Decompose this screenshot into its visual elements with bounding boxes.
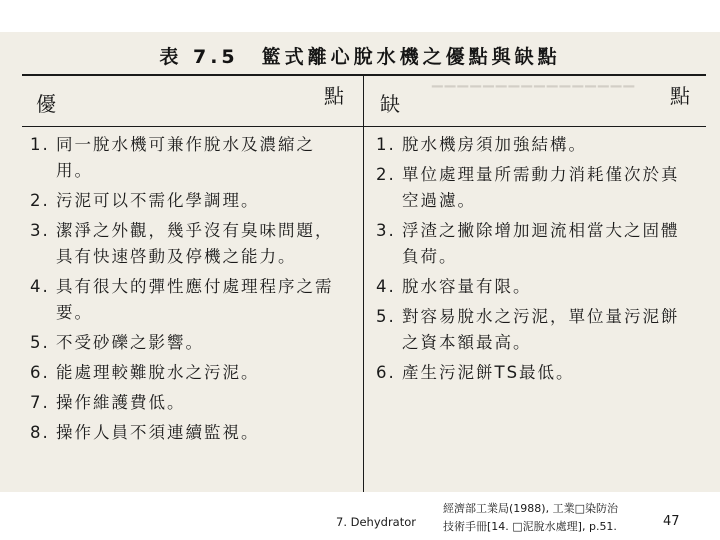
advantages-list bbox=[28, 132, 348, 450]
scanned-page bbox=[0, 32, 720, 492]
disadvantage-item: 1. 脫水機房須加強結構。 bbox=[376, 135, 587, 154]
header-disadvantages-char1: 缺 bbox=[380, 92, 400, 116]
header-advantages-char1: 優 bbox=[36, 92, 56, 116]
table-title: 表 7.5 籃式離心脫水機之優點與缺點 bbox=[159, 46, 561, 68]
advantage-item: 7. 操作維護費低。 bbox=[30, 393, 186, 412]
disadvantage-item: 4. 脫水容量有限。 bbox=[376, 277, 532, 296]
advantage-item: 4. 具有很大的彈性應付處理程序之需要。 bbox=[30, 277, 334, 322]
disadvantage-item: 5. 對容易脫水之污泥，單位量污泥餅之資本額最高。 bbox=[376, 307, 680, 352]
comparison-table bbox=[22, 74, 706, 492]
advantage-item: 3. 潔淨之外觀，幾乎沒有臭味問題，具有快速啓動及停機之能力。 bbox=[30, 221, 334, 266]
disadvantage-item: 6. 產生污泥餅TS最低。 bbox=[376, 363, 575, 382]
header-disadvantages-char2: 點 bbox=[670, 84, 690, 108]
header-divider bbox=[22, 126, 706, 127]
advantage-item: 6. 能處理較難脫水之污泥。 bbox=[30, 363, 260, 382]
source-line-1: 經濟部工業局(1988), 工業□染防治 bbox=[443, 502, 618, 515]
disadvantages-list bbox=[374, 132, 694, 390]
advantage-item: 8. 操作人員不須連續監視。 bbox=[30, 423, 260, 442]
source-line-2: 技術手冊[14. □泥脫水處理], p.51. bbox=[443, 520, 617, 533]
advantage-item: 1. 同一脫水機可兼作脫水及濃縮之用。 bbox=[30, 135, 315, 180]
header-advantages-char2: 點 bbox=[324, 84, 344, 108]
advantage-item: 2. 污泥可以不需化學調理。 bbox=[30, 191, 260, 210]
disadvantage-item: 2. 單位處理量所需動力消耗僅次於真空過濾。 bbox=[376, 165, 680, 210]
advantage-item: 5. 不受砂礫之影響。 bbox=[30, 333, 204, 352]
slide-label: 7. Dehydrator bbox=[336, 515, 417, 529]
disadvantage-item: 3. 浮渣之撇除增加迴流相當大之固體負荷。 bbox=[376, 221, 680, 266]
source-citation bbox=[443, 500, 643, 536]
column-divider bbox=[363, 76, 364, 492]
bleed-through-mark: ▁▁▁▁▁▁▁▁▁▁▁▁▁▁▁▁ bbox=[430, 72, 635, 88]
page-number: 47 bbox=[663, 514, 680, 529]
